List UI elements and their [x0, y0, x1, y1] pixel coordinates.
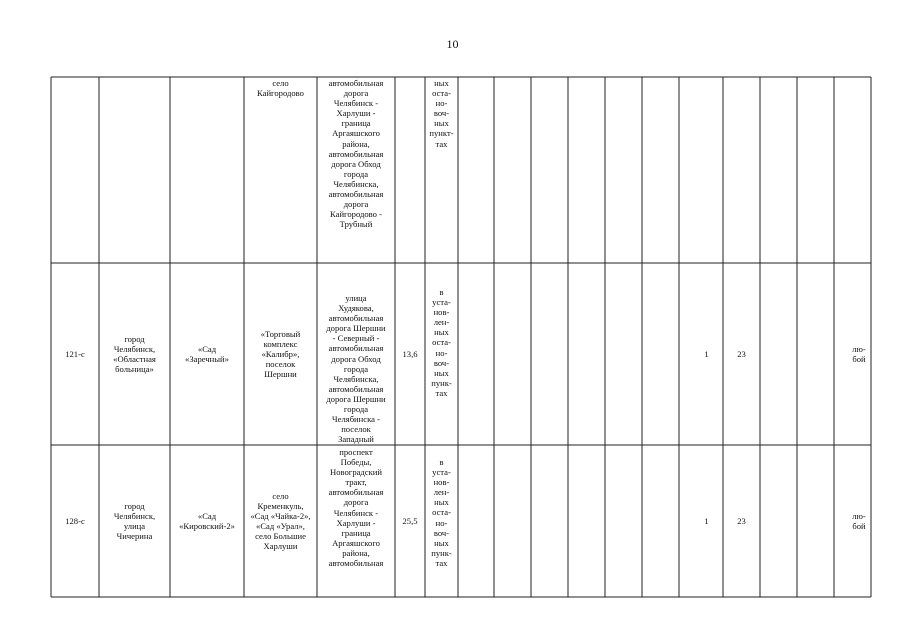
- table-row-2-length: 25,5: [402, 515, 418, 526]
- table-row-1-stop-order: в уста- нов- лен- ных оста- но- воч- ных пунк- тах: [431, 287, 452, 398]
- table-row-1-length: 13,6: [402, 348, 418, 359]
- table-row-2-season: лю- бой: [852, 510, 866, 531]
- table-row-1-start-point: город Челябинск, «Областная больница»: [113, 333, 156, 375]
- table-row-2-class-count-2: 23: [737, 515, 746, 526]
- table-row-1-end-point: «Сад «Заречный»: [185, 343, 229, 364]
- table-row-1-id: 121-с: [65, 348, 85, 359]
- table-row-2-route-path: проспект Победы, Новоградский тракт, автомобильная дорога Челябинск - Харлуши - граница Аргаяшского района, автомобильная: [328, 447, 384, 569]
- table-row-1-class-count: 1: [704, 348, 709, 359]
- table-row-1-season: лю- бой: [852, 343, 866, 364]
- table-row-0-intermediate-points: село Кайгородово: [257, 78, 304, 99]
- table-row-2-intermediate-points: село Кременкуль, «Сад «Чайка-2», «Сад «Урал», село Большие Харлуши: [250, 490, 311, 552]
- table-row-1-intermediate-points: «Торговый комплекс «Калибр», поселок Шершни: [260, 328, 301, 380]
- table-row-0-stop-order: ных оста- но- воч- ных пункт- тах: [429, 78, 454, 149]
- table-row-1-route-path: улица Худякова, автомобильная дорога Шершни - Северный - автомобильная дорога Обход города Челябинска, автомобильная дорога Шершни города Челябинска - поселок Западный: [326, 293, 386, 445]
- table-row-0-route-path: автомобильная дорога Челябинск - Харлуши - граница Аргаяшского района, автомобильная дорога Обход города Челябинска, автомобильная дорога Кайгородово - Трубный: [328, 78, 384, 230]
- table-row-2-start-point: город Челябинск, улица Чичерина: [113, 500, 156, 542]
- page-number: 10: [446, 37, 459, 51]
- table-row-2-stop-order: в уста- нов- лен- ных оста- но- воч- ных пунк- тах: [431, 457, 452, 568]
- table-row-1-class-count-2: 23: [737, 348, 746, 359]
- table-row-2-id: 128-с: [65, 515, 85, 526]
- table-row-2-class-count: 1: [704, 515, 709, 526]
- table-row-2-end-point: «Сад «Кировский-2»: [179, 510, 235, 531]
